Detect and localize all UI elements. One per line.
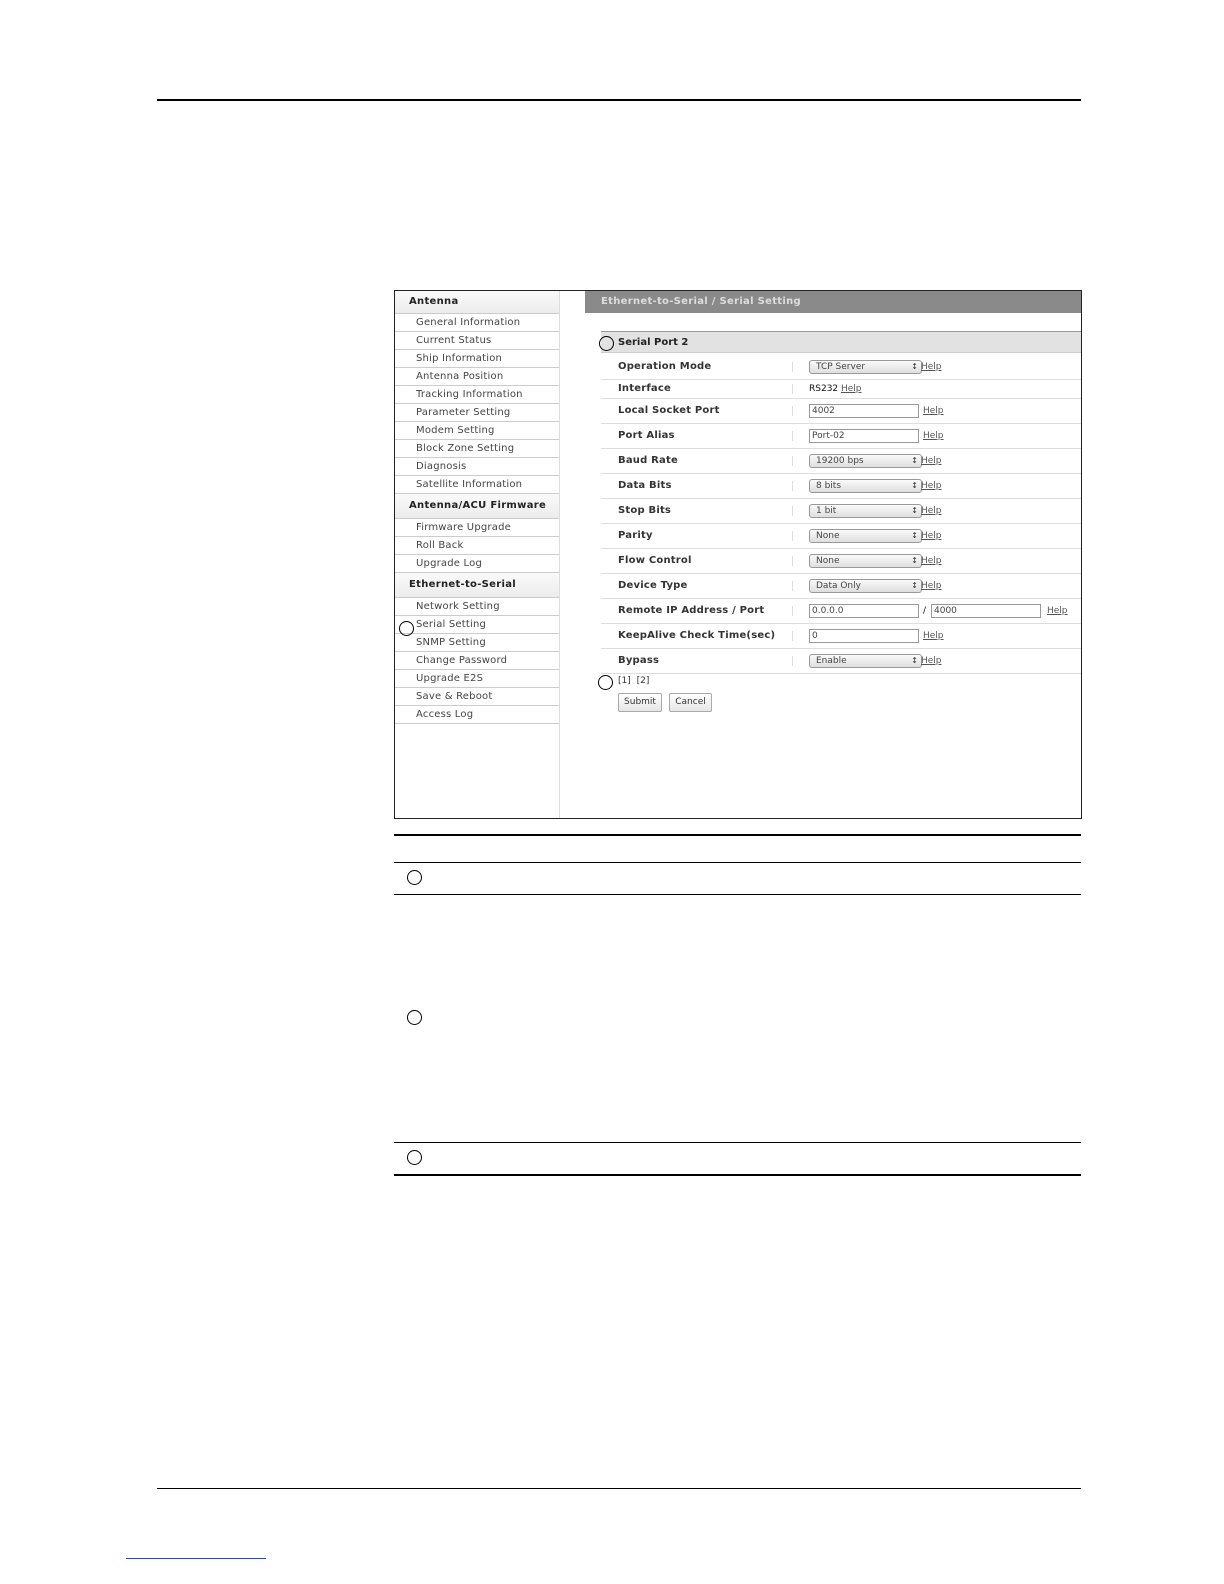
- divider: [792, 631, 793, 641]
- select-value: 19200 bps: [816, 456, 864, 466]
- select-value: Data Only: [816, 581, 861, 591]
- row-interface: [601, 380, 1081, 399]
- divider: [792, 656, 793, 666]
- callout-circle-icon: [599, 336, 614, 351]
- baud-rate-select[interactable]: [809, 454, 922, 468]
- sidebar-nav: [395, 291, 560, 818]
- remote-port-input[interactable]: 4000: [931, 604, 1041, 618]
- flow-control-select[interactable]: [809, 554, 922, 568]
- updown-arrow-icon: ↕: [911, 556, 918, 565]
- updown-arrow-icon: ↕: [911, 531, 918, 540]
- label-local-socket-port: Local Socket Port: [618, 405, 720, 416]
- sidebar-item-serial-setting[interactable]: Serial Setting: [395, 616, 559, 634]
- divider: [792, 362, 793, 372]
- table-bottom-rule: [394, 1174, 1081, 1176]
- divider: [792, 506, 793, 516]
- label-device-type: Device Type: [618, 580, 688, 591]
- divider: [792, 606, 793, 616]
- row-keepalive: [601, 624, 1081, 649]
- select-value: TCP Server: [816, 362, 866, 372]
- header-rule: [157, 99, 1081, 101]
- port-pager: [618, 676, 649, 686]
- callout-circle-icon: [598, 675, 613, 690]
- updown-arrow-icon: ↕: [911, 581, 918, 590]
- callout-circle-icon: [407, 1150, 422, 1165]
- sidebar-group-firmware: Antenna/ACU Firmware: [395, 494, 559, 519]
- cancel-button[interactable]: Cancel: [669, 693, 712, 712]
- row-device-type: [601, 574, 1081, 599]
- interface-value: RS232: [809, 384, 839, 394]
- sidebar-item-roll-back[interactable]: Roll Back: [395, 537, 559, 555]
- submit-button[interactable]: Submit: [618, 693, 662, 712]
- divider: [792, 456, 793, 466]
- section-title-serial-port: Serial Port 2: [601, 331, 1081, 353]
- divider: [792, 481, 793, 491]
- sidebar-item-satellite-information[interactable]: Satellite Information: [395, 476, 559, 494]
- sidebar-item-current-status[interactable]: Current Status: [395, 332, 559, 350]
- help-link[interactable]: Help: [921, 581, 942, 591]
- sidebar-item-diagnosis[interactable]: Diagnosis: [395, 458, 559, 476]
- updown-arrow-icon: ↕: [911, 456, 918, 465]
- updown-arrow-icon: ↕: [911, 481, 918, 490]
- label-bypass: Bypass: [618, 655, 660, 666]
- sidebar-item-ship-information[interactable]: Ship Information: [395, 350, 559, 368]
- select-value: 8 bits: [816, 481, 842, 491]
- label-interface: Interface: [618, 383, 671, 394]
- stop-bits-select[interactable]: [809, 504, 922, 518]
- label-data-bits: Data Bits: [618, 480, 672, 491]
- select-value: Enable: [816, 656, 847, 666]
- divider: [792, 431, 793, 441]
- ip-port-separator: /: [923, 606, 927, 616]
- callout-circle-icon: [407, 870, 422, 885]
- row-stop-bits: [601, 499, 1081, 524]
- label-stop-bits: Stop Bits: [618, 505, 672, 516]
- port-alias-input[interactable]: Port-02: [809, 429, 919, 443]
- sidebar-item-firmware-upgrade[interactable]: Firmware Upgrade: [395, 519, 559, 537]
- help-link[interactable]: Help: [841, 384, 862, 394]
- divider: [792, 556, 793, 566]
- help-link[interactable]: Help: [923, 406, 944, 416]
- main-panel: [585, 291, 1081, 818]
- remote-ip-input[interactable]: 0.0.0.0: [809, 604, 919, 618]
- help-link[interactable]: Help: [921, 556, 942, 566]
- sidebar-item-general-information[interactable]: General Information: [395, 314, 559, 332]
- row-remote-ip: [601, 599, 1081, 624]
- parity-select[interactable]: [809, 529, 922, 543]
- settings-form: [601, 355, 1081, 674]
- help-link[interactable]: Help: [921, 456, 942, 466]
- sidebar-item-parameter-setting[interactable]: Parameter Setting: [395, 404, 559, 422]
- sidebar-item-network-setting[interactable]: Network Setting: [395, 598, 559, 616]
- divider: [792, 406, 793, 416]
- table-row-rule: [394, 1142, 1081, 1143]
- label-flow-control: Flow Control: [618, 555, 692, 566]
- help-link[interactable]: Help: [921, 656, 942, 666]
- table-row-rule: [394, 862, 1081, 863]
- sidebar-item-antenna-position[interactable]: Antenna Position: [395, 368, 559, 386]
- divider: [792, 531, 793, 541]
- local-socket-port-input[interactable]: 4002: [809, 404, 919, 418]
- sidebar-item-block-zone-setting[interactable]: Block Zone Setting: [395, 440, 559, 458]
- row-data-bits: [601, 474, 1081, 499]
- sidebar-group-antenna: Antenna: [395, 291, 559, 314]
- help-link[interactable]: Help: [923, 631, 944, 641]
- divider: [792, 581, 793, 591]
- label-port-alias: Port Alias: [618, 430, 675, 441]
- help-link[interactable]: Help: [1047, 606, 1068, 616]
- sidebar-item-upgrade-log[interactable]: Upgrade Log: [395, 555, 559, 573]
- data-bits-select[interactable]: [809, 479, 922, 493]
- row-operation-mode: [601, 355, 1081, 380]
- select-value: 1 bit: [816, 506, 837, 516]
- operation-mode-select[interactable]: [809, 360, 922, 374]
- help-link[interactable]: Help: [921, 531, 942, 541]
- row-flow-control: [601, 549, 1081, 574]
- updown-arrow-icon: ↕: [911, 506, 918, 515]
- help-link[interactable]: Help: [921, 362, 942, 372]
- row-port-alias: [601, 424, 1081, 449]
- row-parity: [601, 524, 1081, 549]
- row-local-socket-port: [601, 399, 1081, 424]
- updown-arrow-icon: ↕: [911, 656, 918, 665]
- divider: [792, 384, 793, 394]
- help-link[interactable]: Help: [921, 506, 942, 516]
- bypass-select[interactable]: [809, 654, 922, 668]
- table-row-rule: [394, 894, 1081, 895]
- help-link[interactable]: Help: [921, 481, 942, 491]
- pager-link-2[interactable]: [2]: [636, 676, 650, 686]
- row-baud-rate: [601, 449, 1081, 474]
- sidebar-item-save-reboot[interactable]: Save & Reboot: [395, 688, 559, 706]
- sidebar-item-access-log[interactable]: Access Log: [395, 706, 559, 724]
- sidebar-item-modem-setting[interactable]: Modem Setting: [395, 422, 559, 440]
- sidebar-item-change-password[interactable]: Change Password: [395, 652, 559, 670]
- help-link[interactable]: Help: [923, 431, 944, 441]
- sidebar-group-ethernet-to-serial: Ethernet-to-Serial: [395, 573, 559, 598]
- select-value: None: [816, 556, 840, 566]
- table-top-rule: [394, 834, 1081, 836]
- callout-circle-icon: [399, 621, 414, 636]
- row-bypass: [601, 649, 1081, 674]
- device-type-select[interactable]: [809, 579, 922, 593]
- label-remote-ip: Remote IP Address / Port: [618, 605, 765, 616]
- label-parity: Parity: [618, 530, 653, 541]
- select-value: None: [816, 531, 840, 541]
- label-operation-mode: Operation Mode: [618, 361, 712, 372]
- web-ui-screenshot: [394, 290, 1082, 819]
- sidebar-item-upgrade-e2s[interactable]: Upgrade E2S: [395, 670, 559, 688]
- label-keepalive: KeepAlive Check Time(sec): [618, 630, 776, 641]
- updown-arrow-icon: ↕: [911, 362, 918, 371]
- keepalive-input[interactable]: 0: [809, 629, 919, 643]
- footer-rule: [157, 1488, 1081, 1489]
- page-title: Ethernet-to-Serial / Serial Setting: [585, 291, 1081, 313]
- callout-circle-icon: [407, 1010, 422, 1025]
- pager-link-1[interactable]: [1]: [618, 676, 631, 686]
- label-baud-rate: Baud Rate: [618, 455, 678, 466]
- sidebar-item-snmp-setting[interactable]: SNMP Setting: [395, 634, 559, 652]
- sidebar-item-tracking-information[interactable]: Tracking Information: [395, 386, 559, 404]
- footer-link-underline: [126, 1558, 266, 1559]
